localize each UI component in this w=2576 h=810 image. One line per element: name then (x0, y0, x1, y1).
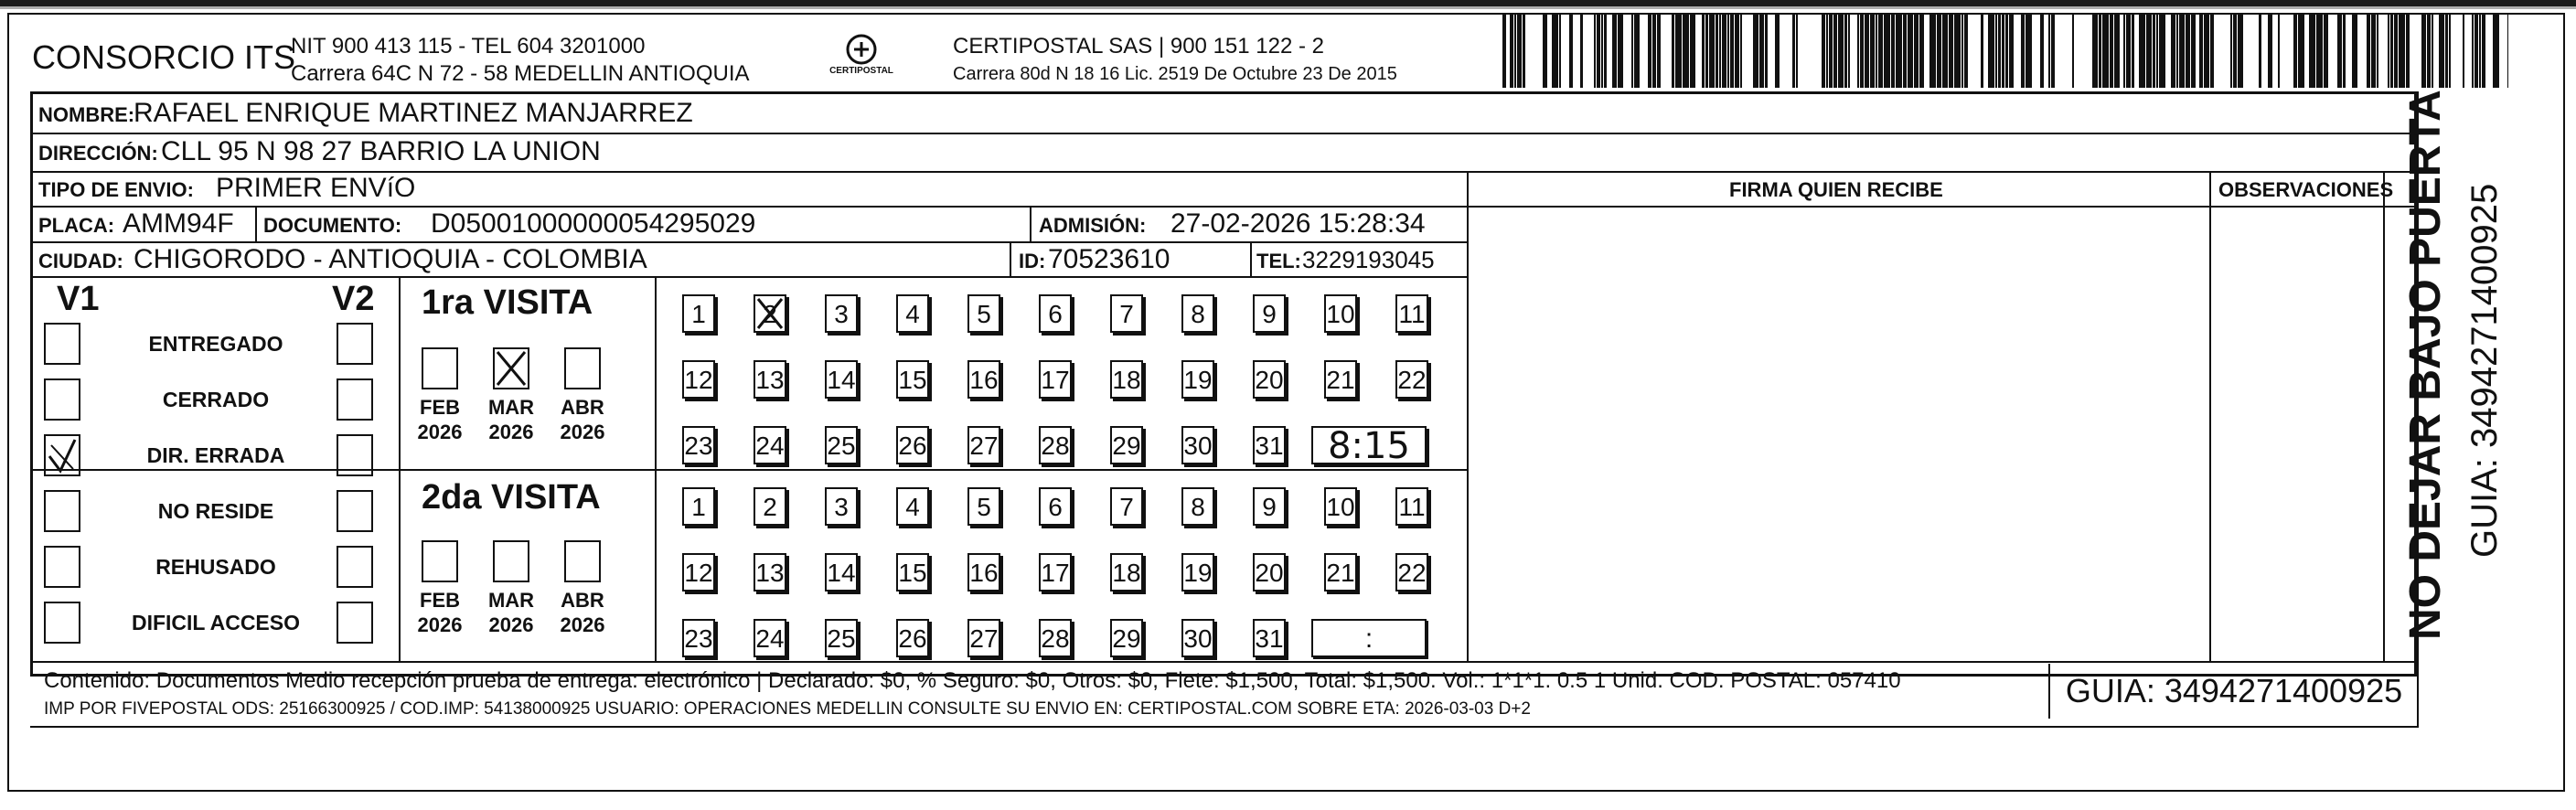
day-checkbox[interactable]: 12 (682, 360, 715, 399)
day-checkbox[interactable]: 9 (1253, 294, 1286, 333)
carrier-info (953, 33, 1397, 88)
day-checkbox[interactable]: 7 (1110, 487, 1143, 526)
year-label: 2026 (417, 421, 463, 443)
month-checkbox[interactable] (564, 540, 601, 582)
day-checkbox[interactable]: 13 (754, 553, 786, 592)
day-checkbox[interactable]: 3 (825, 487, 858, 526)
day-checkbox[interactable]: 30 (1181, 426, 1214, 464)
v1-checkbox[interactable] (44, 378, 80, 421)
company-info (291, 33, 750, 88)
year-label: 2026 (488, 613, 534, 636)
month-checkbox[interactable] (564, 347, 601, 389)
v2-checkbox[interactable] (337, 378, 373, 421)
month-checkbox[interactable] (493, 540, 529, 582)
status-label: ENTREGADO (148, 332, 283, 356)
v2-checkbox[interactable] (337, 323, 373, 365)
guia-divider (2048, 664, 2050, 719)
day-checkbox[interactable]: 6 (1039, 294, 1072, 333)
recipient-name: RAFAEL ENRIQUE MARTINEZ MANJARREZ (134, 98, 693, 128)
month-checkbox[interactable] (422, 540, 458, 582)
day-checkbox[interactable]: 14 (825, 553, 858, 592)
company-nit: NIT 900 413 115 - TEL 604 3201000 (291, 34, 646, 59)
day-checkbox[interactable]: 27 (967, 619, 1000, 657)
month-caption (480, 588, 542, 637)
admission-label: ADMISIÓN: (1039, 214, 1147, 237)
logo-caption: CERTIPOSTAL (829, 66, 893, 76)
month-checkbox[interactable] (422, 347, 458, 389)
month-checkbox[interactable] (493, 347, 529, 389)
day-checkbox[interactable]: 16 (967, 553, 1000, 592)
plate-value: AMM94F (123, 208, 234, 239)
month-label: MAR (487, 396, 535, 419)
day-checkbox[interactable]: 7 (1110, 294, 1143, 333)
day-checkbox[interactable]: 22 (1395, 360, 1428, 399)
year-label: 2026 (560, 613, 605, 636)
city-label: CIUDAD: (38, 250, 123, 272)
day-checkbox[interactable]: 20 (1253, 360, 1286, 399)
day-checkbox[interactable]: 1 (682, 294, 715, 333)
top-scan-edge (0, 0, 2576, 6)
day-checkbox[interactable]: 14 (825, 360, 858, 399)
v2-checkbox[interactable] (337, 434, 373, 476)
day-checkbox[interactable]: 31 (1253, 619, 1286, 657)
month-label: FEB (420, 396, 460, 419)
v1-checkbox[interactable] (44, 490, 80, 532)
day-checkbox[interactable]: 16 (967, 360, 1000, 399)
address-label: DIRECCIÓN: (38, 142, 158, 165)
tel-value: 3229193045 (1302, 246, 1435, 273)
day-checkbox[interactable]: 21 (1324, 553, 1357, 592)
month-label: ABR (561, 396, 604, 419)
status-label: REHUSADO (155, 555, 276, 579)
v1-checkbox[interactable] (44, 323, 80, 365)
document-value: D05001000000054295029 (431, 208, 756, 239)
status-label: CERRADO (162, 388, 270, 411)
day-checkbox[interactable]: 20 (1253, 553, 1286, 592)
carrier-address: Carrera 80d N 18 16 Lic. 2519 De Octubre 23 De 2015 (953, 64, 1397, 84)
month-caption (551, 588, 614, 637)
signature-column: FIRMA QUIEN RECIBE (1729, 178, 1943, 201)
day-checkbox[interactable]: 3 (825, 294, 858, 333)
day-checkbox[interactable]: 18 (1110, 360, 1143, 399)
v2-checkbox[interactable] (337, 546, 373, 588)
year-label: 2026 (488, 421, 534, 443)
year-label: 2026 (560, 421, 605, 443)
status-label: NO RESIDE (157, 499, 274, 523)
day-checkbox[interactable]: 5 (967, 294, 1000, 333)
v1-checkbox[interactable] (44, 602, 80, 644)
second-visit-title: 2da VISITA (422, 478, 601, 517)
day-checkbox[interactable]: 30 (1181, 619, 1214, 657)
day-checkbox[interactable]: 15 (896, 553, 929, 592)
bottom-rule (30, 726, 2417, 728)
month-caption (409, 588, 471, 637)
day-checkbox[interactable]: 27 (967, 426, 1000, 464)
day-checkbox[interactable]: 19 (1181, 360, 1214, 399)
day-checkbox[interactable]: 25 (825, 426, 858, 464)
day-checkbox[interactable]: 15 (896, 360, 929, 399)
year-label: 2026 (417, 613, 463, 636)
day-checkbox[interactable]: 2 (754, 487, 786, 526)
plate-label: PLACA: (38, 214, 115, 237)
day-checkbox[interactable]: 28 (1039, 426, 1072, 464)
day-checkbox[interactable]: 6 (1039, 487, 1072, 526)
day-checkbox[interactable]: 22 (1395, 553, 1428, 592)
send-type-label: TIPO DE ENVIO: (38, 178, 194, 201)
status-label: DIFICIL ACCESO (131, 611, 300, 634)
day-checkbox[interactable]: 24 (754, 619, 786, 657)
day-checkbox[interactable]: 26 (896, 426, 929, 464)
day-checkbox[interactable]: 11 (1395, 487, 1428, 526)
day-checkbox[interactable]: 4 (896, 487, 929, 526)
month-caption (409, 395, 471, 444)
v1-label: V1 (57, 280, 100, 318)
v2-label: V2 (332, 280, 375, 318)
day-checkbox[interactable]: 26 (896, 619, 929, 657)
company-address: Carrera 64C N 72 - 58 MEDELLIN ANTIOQUIA (291, 61, 750, 86)
day-checkbox[interactable]: 18 (1110, 553, 1143, 592)
day-checkbox[interactable]: 23 (682, 426, 715, 464)
v2-checkbox[interactable] (337, 602, 373, 644)
v1-checkbox[interactable] (44, 434, 80, 476)
month-caption (551, 395, 614, 444)
month-label: MAR (487, 589, 535, 612)
side-guia: GUIA: 3494271400925 (2464, 183, 2505, 558)
barcode (1502, 13, 2508, 88)
day-checkbox[interactable]: 1 (682, 487, 715, 526)
certipostal-logo (829, 29, 893, 84)
tel-label: TEL: (1256, 250, 1301, 272)
observations-column: OBSERVACIONES (2218, 178, 2394, 201)
time-field[interactable]: 8:15 (1311, 426, 1427, 464)
top-scan-shadow (0, 6, 2576, 9)
v2-checkbox[interactable] (337, 490, 373, 532)
day-checkbox[interactable]: 8 (1181, 294, 1214, 333)
day-checkbox[interactable]: 13 (754, 360, 786, 399)
company-name: CONSORCIO ITS (32, 38, 296, 76)
day-checkbox[interactable]: 17 (1039, 360, 1072, 399)
first-visit-title: 1ra VISITA (422, 283, 593, 322)
month-caption (480, 395, 542, 444)
day-checkbox[interactable]: 8 (1181, 487, 1214, 526)
status-label: DIR. ERRADA (146, 443, 285, 467)
month-label: ABR (561, 589, 604, 612)
day-checkbox[interactable]: 5 (967, 487, 1000, 526)
delivery-form (30, 91, 2417, 677)
day-checkbox[interactable]: 31 (1253, 426, 1286, 464)
day-checkbox[interactable]: 9 (1253, 487, 1286, 526)
day-checkbox[interactable]: 19 (1181, 553, 1214, 592)
name-label: NOMBRE: (38, 103, 135, 126)
guia-number: GUIA: 3494271400925 (2065, 672, 2403, 709)
city-value: CHIGORODO - ANTIOQUIA - COLOMBIA (134, 244, 647, 274)
print-info: IMP POR FIVEPOSTAL ODS: 25166300925 / COD.IMP: 54138000925 USUARIO: OPERACIONES MEDELLIN CONSULTE SU ENVIO EN: CERTIPOSTAL.COM SOBRE ETA: 2026-03-03 D+2 (44, 699, 1531, 719)
document-label: DOCUMENTO: (263, 214, 402, 237)
day-checkbox[interactable]: 2 (754, 294, 786, 333)
day-checkbox[interactable]: 29 (1110, 619, 1143, 657)
day-checkbox[interactable]: 4 (896, 294, 929, 333)
day-checkbox[interactable]: 25 (825, 619, 858, 657)
admission-value: 27-02-2026 15:28:34 (1170, 208, 1426, 239)
carrier-name: CERTIPOSTAL SAS | 900 151 122 - 2 (953, 34, 1324, 59)
day-checkbox[interactable]: 23 (682, 619, 715, 657)
day-checkbox[interactable]: 21 (1324, 360, 1357, 399)
recipient-address: CLL 95 N 98 27 BARRIO LA UNION (161, 136, 601, 166)
shipment-details: Contenido: Documentos Medio recepción prueba de entrega: electrónico | Declarado: $0, % Seguro: $0, Otros: $0, Flete: $1,500, Total: $1,500. Vol.: 1*1*1. 0.5 1 Unid. COD. POSTAL: 057410 (44, 668, 1901, 693)
side-notice: NO DEJAR BAJO PUERTA (2401, 90, 2450, 640)
day-checkbox[interactable]: 29 (1110, 426, 1143, 464)
id-label: ID: (1019, 250, 1046, 272)
day-checkbox[interactable]: 28 (1039, 619, 1072, 657)
send-type: PRIMER ENVíO (216, 173, 416, 203)
time-field[interactable]: : (1311, 619, 1427, 657)
day-checkbox[interactable]: 11 (1395, 294, 1428, 333)
v1-checkbox[interactable] (44, 546, 80, 588)
id-value: 70523610 (1048, 244, 1170, 274)
month-label: FEB (420, 589, 460, 612)
day-checkbox[interactable]: 10 (1324, 294, 1357, 333)
day-checkbox[interactable]: 10 (1324, 487, 1357, 526)
day-checkbox[interactable]: 17 (1039, 553, 1072, 592)
day-checkbox[interactable]: 12 (682, 553, 715, 592)
day-checkbox[interactable]: 24 (754, 426, 786, 464)
